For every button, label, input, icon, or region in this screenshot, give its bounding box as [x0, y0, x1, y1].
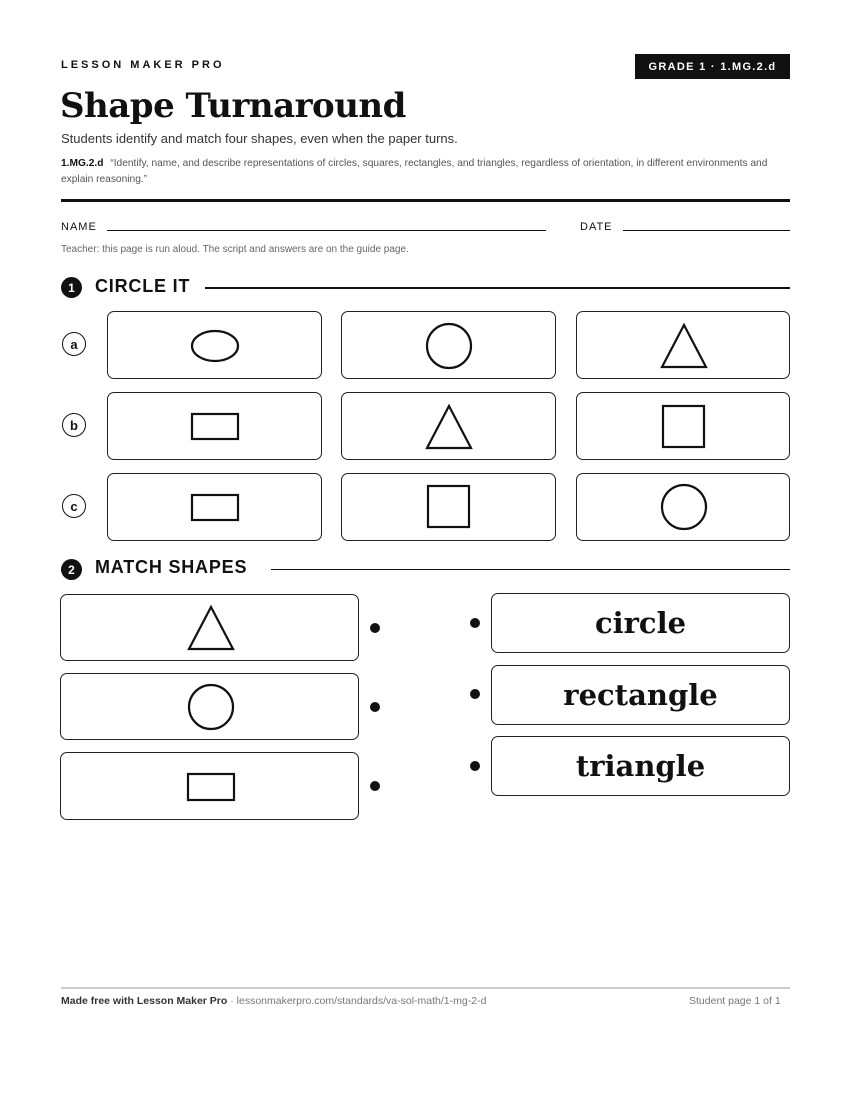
rectangle-icon	[192, 414, 238, 439]
match-word-card: triangle	[491, 736, 790, 796]
match-dot[interactable]	[470, 689, 480, 699]
square-icon	[428, 486, 469, 527]
section-title: MATCH SHAPES	[95, 557, 248, 577]
page-number: Student page 1 of 1	[689, 995, 781, 1007]
match-dot[interactable]	[370, 623, 380, 633]
grade-badge: GRADE 1 · 1.MG.2.d	[635, 54, 790, 79]
match-dot[interactable]	[370, 702, 380, 712]
section-title: CIRCLE IT	[95, 276, 191, 296]
oval-icon	[192, 331, 238, 361]
row-label: b	[62, 413, 86, 437]
name-label: NAME	[61, 221, 97, 233]
shape-choice-card[interactable]	[107, 473, 322, 541]
shape-choice-card[interactable]	[341, 473, 556, 541]
rectangle-icon	[188, 774, 234, 800]
standard-text	[61, 156, 791, 188]
match-shape-card	[60, 752, 359, 820]
standard-code: 1.MG.2.d	[61, 158, 104, 169]
square-icon	[663, 406, 704, 447]
page-subtitle: Students identify and match four shapes, even when the paper turns.	[61, 131, 458, 146]
match-shape-card	[60, 673, 359, 740]
section-number: 2	[61, 559, 82, 580]
shape-choice-card[interactable]	[341, 311, 556, 379]
name-field[interactable]	[107, 230, 546, 231]
date-label: DATE	[580, 221, 613, 233]
page-title: Shape Turnaround	[60, 86, 406, 126]
teacher-note: Teacher: this page is run aloud. The script and answers are on the guide page.	[61, 244, 409, 255]
circle-icon	[189, 685, 233, 729]
row-label: a	[62, 332, 86, 356]
circle-icon	[662, 485, 706, 529]
standard-description: “Identify, name, and describe representations of circles, squares, rectangles, and triangles, regardless of orientation, in different environments and explain reasoning.”	[61, 158, 768, 185]
match-word-card: circle	[491, 593, 790, 653]
circle-icon	[427, 324, 471, 368]
date-field[interactable]	[623, 230, 790, 231]
match-dot[interactable]	[370, 781, 380, 791]
footer-url[interactable]: · lessonmakerpro.com/standards/va-sol-math/1-mg-2-d	[227, 995, 487, 1007]
brand-name: LESSON MAKER PRO	[61, 59, 225, 71]
shape-choice-card[interactable]	[107, 311, 322, 379]
footer-credit	[61, 995, 486, 1007]
match-shape-card	[60, 594, 359, 661]
triangle-icon	[427, 406, 471, 448]
section-divider	[205, 287, 790, 289]
shape-choice-card[interactable]	[576, 392, 790, 460]
rectangle-icon	[192, 495, 238, 520]
shape-choice-card[interactable]	[576, 311, 790, 379]
match-dot[interactable]	[470, 761, 480, 771]
triangle-icon	[662, 325, 706, 367]
shape-choice-card[interactable]	[576, 473, 790, 541]
shape-choice-card[interactable]	[107, 392, 322, 460]
row-label: c	[62, 494, 86, 518]
footer-divider	[61, 987, 790, 989]
triangle-icon	[189, 607, 233, 649]
shape-choice-card[interactable]	[341, 392, 556, 460]
section-number: 1	[61, 277, 82, 298]
section-divider	[271, 569, 790, 570]
footer-made-with: Made free with Lesson Maker Pro	[61, 995, 228, 1007]
match-dot[interactable]	[470, 618, 480, 628]
header-divider	[61, 199, 790, 202]
match-word-card: rectangle	[491, 665, 790, 725]
